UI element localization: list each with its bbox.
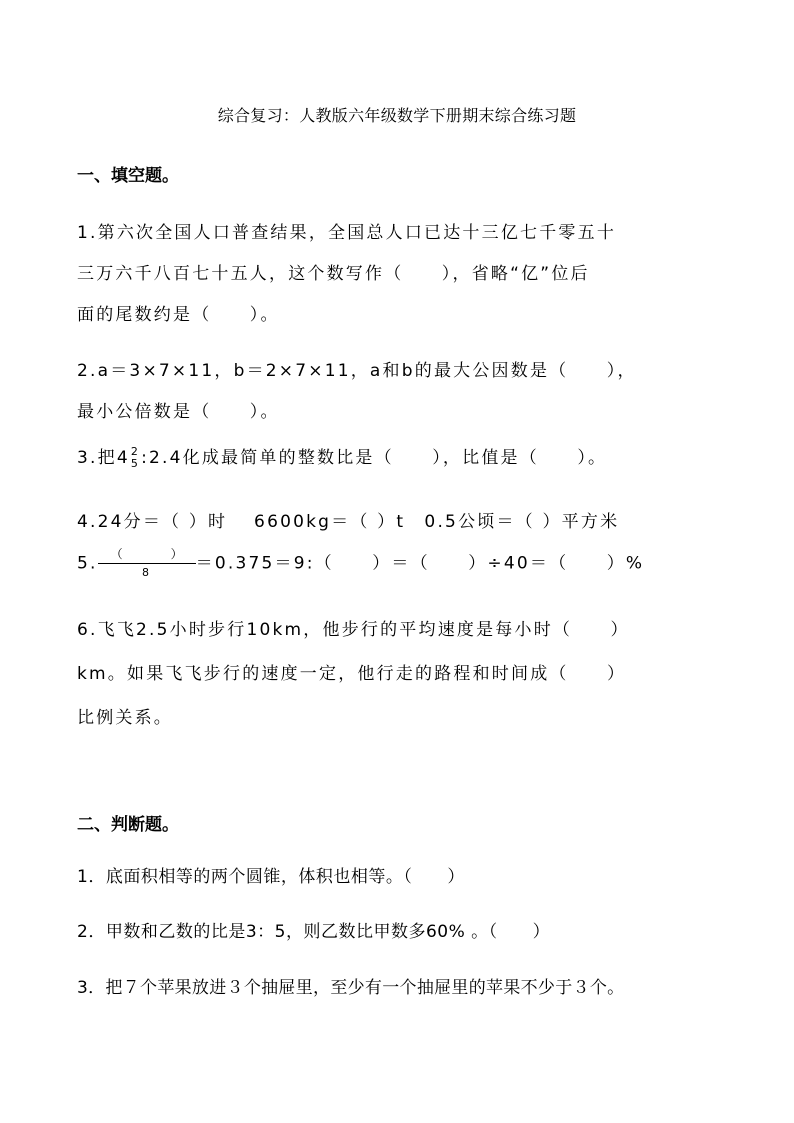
blank-fraction xyxy=(98,548,196,579)
question-1-line-3: 面的尾数约是（ ）。 xyxy=(77,305,280,325)
question-1-line-1: 1.第六次全国人口普查结果，全国总人口已达十三亿七千零五十 xyxy=(77,223,617,243)
judgement-question-3: 3．把７个苹果放进３个抽屉里，至少有一个抽屉里的苹果不少于３个。 xyxy=(77,978,625,998)
question-3 xyxy=(77,443,607,470)
fraction-numerator: 2 xyxy=(130,445,141,458)
question-2-line-1: 2.a＝3×7×11，b＝2×7×11，a和b的最大公因数是（ ）， xyxy=(77,361,637,381)
question-5-suffix: ＝0.375＝9:（ ）＝（ ）÷40＝（ ）% xyxy=(195,553,645,574)
question-2-line-2: 最小公倍数是（ ）。 xyxy=(77,402,280,422)
blank-fraction-numerator: （ ） xyxy=(110,547,183,561)
section-heading-fill-in: 一、填空题。 xyxy=(77,166,179,186)
section-heading-true-false: 二、判断题。 xyxy=(77,815,179,835)
judgement-question-2: 2．甲数和乙数的比是3：5，则乙数比甲数多60% 。（ ） xyxy=(77,922,551,942)
question-1-line-2: 三万六千八百七十五人，这个数写作（ ），省略“亿”位后 xyxy=(77,264,590,284)
question-6-line-3: 比例关系。 xyxy=(77,708,173,728)
question-5 xyxy=(77,548,644,579)
mixed-number-whole: 4 xyxy=(116,448,130,468)
question-6-line-1: 6.飞飞2.5小时步行10km，他步行的平均速度是每小时（ ） xyxy=(77,620,630,640)
question-3-suffix: :2.4化成最简单的整数比是（ ），比值是（ ）。 xyxy=(141,448,608,468)
question-3-prefix: 3.把 xyxy=(77,448,117,468)
question-6-line-2: km。如果飞飞步行的速度一定，他行走的路程和时间成（ ） xyxy=(77,664,627,684)
fraction-denominator: 5 xyxy=(130,457,141,470)
judgement-question-1: 1．底面积相等的两个圆锥，体积也相等。（ ） xyxy=(77,867,465,887)
blank-fraction-denominator: 8 xyxy=(142,566,152,579)
document-title: 综合复习：人教版六年级数学下册期末综合练习题 xyxy=(217,106,577,125)
question-4: 4.24分＝（ ）时 6600kg＝（ ）t 0.5公顷＝（ ）平方米 xyxy=(77,512,620,532)
question-5-prefix: 5. xyxy=(77,553,98,574)
mixed-number-fraction xyxy=(131,446,140,470)
